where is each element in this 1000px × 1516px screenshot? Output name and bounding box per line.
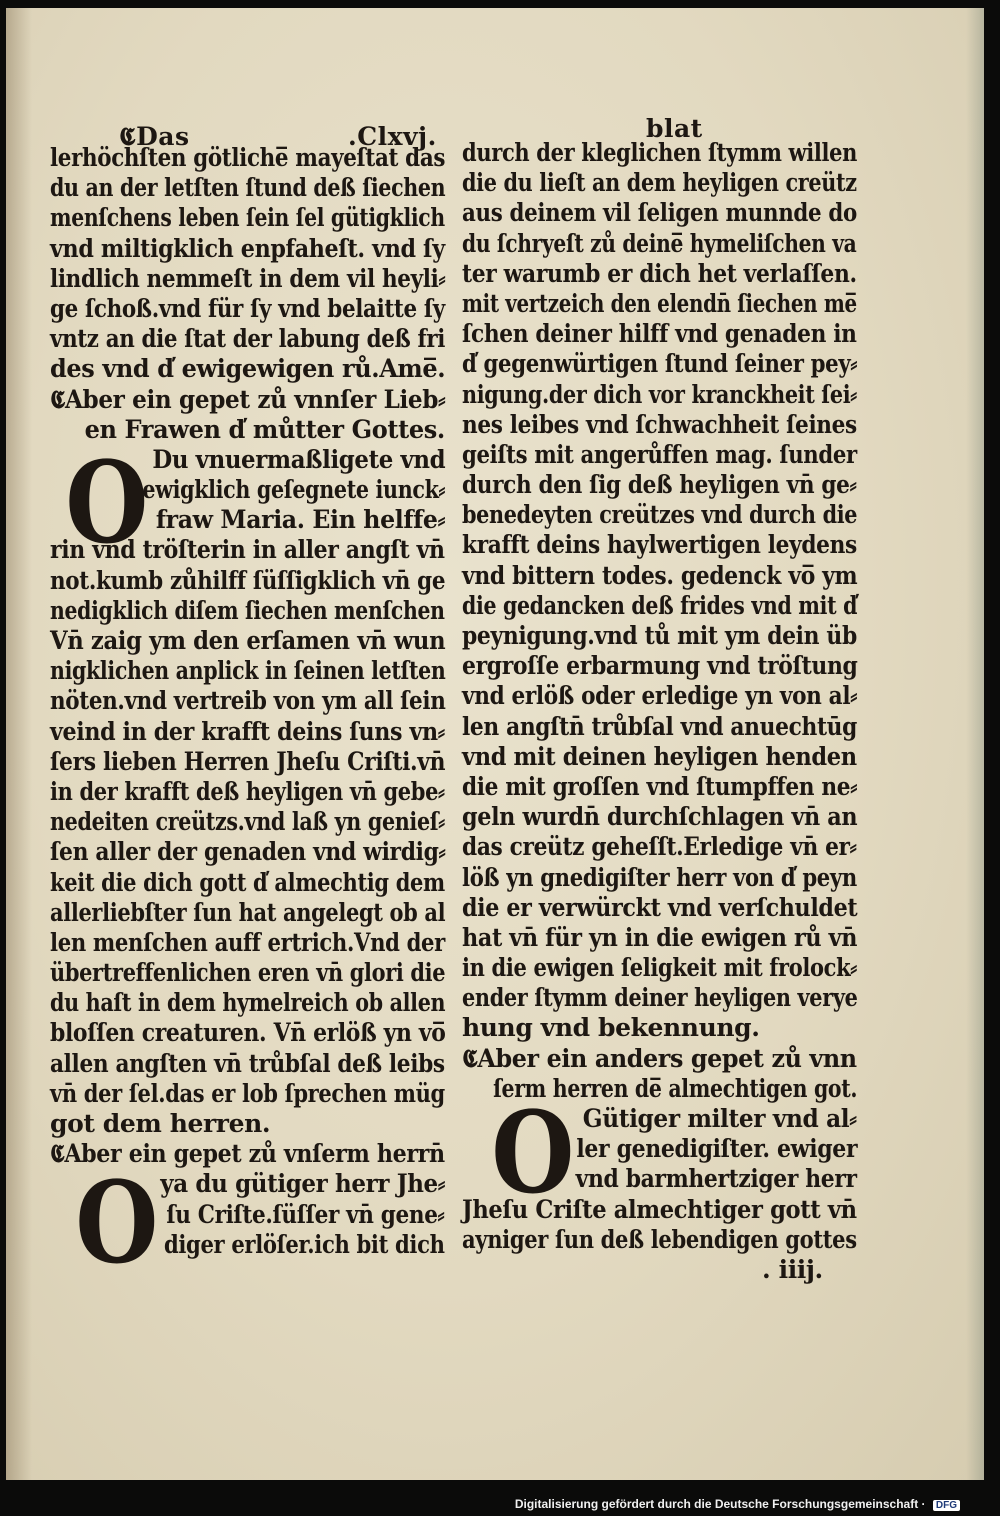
text-line: nes leibes vnd ſchwachheit ſeines [462, 409, 857, 439]
text-line: krafft deins haylwertigen leydens [462, 530, 857, 560]
decorated-initial-o-right: O [491, 1088, 575, 1219]
text-line: ergroſſe erbarmung vnd tröſtung [462, 651, 858, 681]
running-head-right: blat [646, 114, 703, 143]
text-line: vntz an die ſtat der labung deß fri [50, 324, 446, 354]
text-line: hung vnd bekennung. [462, 1013, 760, 1043]
prayer-heading: 𝕮Aber ein gepet zů vnnſer Lieb⸗ [50, 384, 446, 414]
text-line: ya du gütiger herr Jhe⸗ [160, 1169, 446, 1199]
text-line: lerhöchſten götliche̅ mayeſtat das [50, 143, 446, 172]
text-line: übertreffenlichen eren vn̄ glori die [50, 958, 446, 988]
text-line: des vnd d̕ ewigewigen rů.Ame̅. [50, 354, 446, 384]
text-line: in die ewigen ſeligkeit mit frolock⸗ [462, 953, 857, 983]
text-line: len angſtn̄ trůbſal vnd anuechtūg [462, 711, 857, 741]
text-line: benedeyten creützes vnd durch die [462, 500, 858, 530]
text-line: peynigung.vnd tů mit ym dein üb [462, 621, 857, 650]
decorated-initial-o-bottom: O [75, 1158, 159, 1289]
text-line: geln wurdn̄ durchſchlagen vn̄ an [462, 802, 858, 832]
folio-number: .Clxvj. [348, 122, 437, 151]
text-line: die gedancken deß frides vnd mit d̕ [462, 590, 858, 620]
prayer-heading: 𝕮Aber ein anders gepet zů vnn [462, 1043, 857, 1073]
prayer-heading: ſerm herren de̅ almechtigen got. [493, 1073, 858, 1103]
text-line: die mit groſſen vnd ſtumpffen ne⸗ [462, 771, 858, 801]
footer-credit [515, 1497, 960, 1511]
text-line: Jheſu Criſte almechtiger gott vn̄ [462, 1194, 857, 1224]
signature-mark: . iiij. [762, 1254, 823, 1284]
text-line: ler genedigiſter. ewiger [576, 1134, 858, 1164]
prayer-heading: 𝕮Aber ein gepet zů vnſerm herrn̄ [50, 1139, 445, 1169]
text-line: aus deinem vil ſeligen munnde do [462, 198, 857, 228]
text-line: menſchens leben ſein ſel gütigklich [50, 203, 445, 233]
text-line: ayniger ſun deß lebendigen gottes [462, 1224, 857, 1254]
text-line: rin vnd tröſterin in aller angſt vn̄ [50, 535, 445, 565]
text-line: len menſchen auff ertrich.Vnd der [50, 927, 445, 957]
scanned-page [6, 8, 984, 1480]
text-line: allen angſten vn̄ trůbſal deß leibs [50, 1048, 445, 1078]
text-line: nigklichen anplick in ſeinen letſten [50, 656, 446, 686]
text-line: ender ſtymm deiner heyligen verye [462, 983, 858, 1013]
text-line: mit vertzeich den elendn̄ ſiechen me̅ [462, 288, 857, 318]
text-line: du ſchryeſt zů deine̅ hymeliſchen va [462, 228, 857, 258]
text-line: vnd miltigklich enpfaheſt. vnd ſy [50, 233, 445, 263]
text-line: du an der letſten ſtund deß ſiechen [50, 173, 446, 203]
text-line: nigung.der dich vor kranckheit ſei⸗ [462, 379, 857, 409]
text-line: ſchen deiner hilff vnd genaden in [462, 319, 857, 349]
text-line: die du lieſt an dem heyligen creütz [462, 168, 857, 198]
text-line: nedigklich diſem ſiechen menſchen [50, 595, 445, 625]
text-line: diger erlöſer.ich bit dich [163, 1229, 445, 1259]
prayer-heading: en Frawen d̕ můtter Gottes. [84, 414, 445, 444]
text-line: lindlich nemmeſt in dem vil heyli⸗ [50, 263, 446, 293]
text-line: vnd mit deinen heyligen henden [462, 741, 857, 771]
text-line: ſu Criſte.ſüſſer vn̄ gene⸗ [166, 1199, 445, 1229]
text-line: nöten.vnd vertreib von ym all ſein [50, 686, 446, 716]
text-line: die er verwürckt vnd verſchuldet [462, 892, 858, 922]
text-line: vnd barmhertziger herr [575, 1164, 857, 1194]
text-line: das creütz geheſſt.Erledige vn̄ er⸗ [462, 832, 857, 862]
footer-credit-text: Digitalisierung gefördert durch die Deutsche Forschungsgemeinschaft · [514, 1497, 926, 1511]
text-line: veind in der krafft deins ſuns vn⸗ [50, 716, 445, 746]
running-head-left: 𝕮Das [119, 122, 190, 151]
text-line: not.kumb zůhilff ſüſſigklich vn̄ ge [50, 565, 446, 595]
text-line: ſers lieben Herren Jheſu Criſti.vn̄ [50, 746, 446, 776]
text-line: d̕ gegenwürtigen ſtund ſeiner pey⸗ [462, 349, 858, 379]
text-line: vn̄ der ſel.das er lob ſprechen müg [50, 1078, 445, 1108]
text-line: geiſts mit angerůffen mag. ſunder [462, 439, 857, 469]
text-line: got dem herren. [50, 1109, 271, 1138]
text-line: Vn̄ zaig ym den erſamen vn̄ wun [50, 626, 446, 655]
text-line: in der krafft deß heyligen vn̄ gebe⸗ [50, 776, 445, 806]
text-line: vnd bittern todes. gedenck vo̅ ym [462, 560, 858, 590]
text-line: löß yn gnedigiſter herr von d̕ peyn [462, 862, 857, 892]
text-line: Du vnuermaßligete vnd [152, 444, 446, 474]
text-line: Gütiger milter vnd al⸗ [582, 1104, 857, 1133]
text-line: durch der kleglichen ſtymm willen [462, 138, 858, 167]
text-line: keit die dich gott d̕ almechtig dem [50, 867, 445, 897]
text-line: allerliebſter ſun hat angelegt ob al [50, 897, 446, 927]
text-line: ewigklich geſegnete iunck⸗ [142, 475, 446, 505]
text-line: durch den ſig deß heyligen vn̄ ge⸗ [462, 470, 857, 500]
left-text-column [50, 143, 445, 1260]
text-line: ter warumb er dich het verlaſſen. [462, 258, 857, 288]
text-line: nedeiten creützs.vnd laß yn genieſ⸗ [50, 807, 445, 837]
text-line: ſen aller der genaden vnd wirdig⸗ [50, 837, 446, 867]
digitization-footer [0, 1490, 1000, 1516]
text-line: vnd erlöß oder erledige yn von al⸗ [462, 681, 858, 711]
dfg-logo-icon: DFG [933, 1500, 960, 1511]
text-line: hat vn̄ für yn in die ewigen rů vn̄ [462, 922, 858, 952]
text-line: du haſt in dem hymelreich ob allen [50, 988, 446, 1018]
text-line: bloſſen creaturen. Vn̄ erlöß yn vo̅ [50, 1018, 446, 1048]
decorated-initial-o: O [65, 438, 149, 569]
text-line: ge ſchoß.vnd für ſy vnd belaitte ſy [50, 293, 445, 323]
text-line: fraw Maria. Ein helffe⸗ [155, 505, 446, 535]
